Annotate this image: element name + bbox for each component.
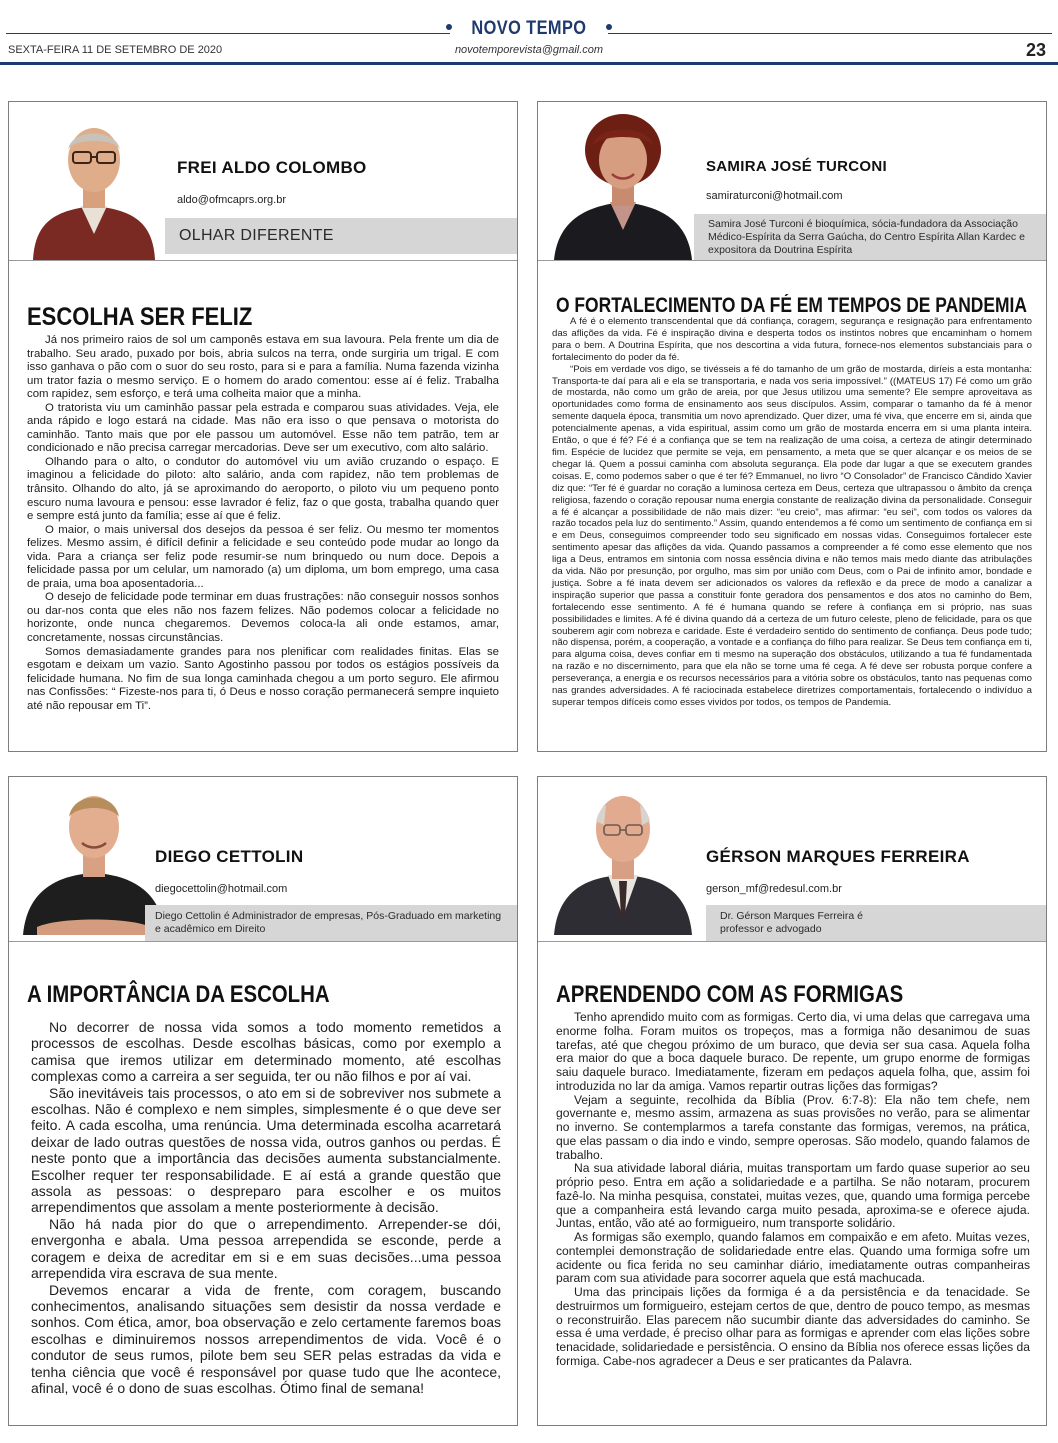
- author-bio: Dr. Gérson Marques Ferreira é professor e advogado: [720, 910, 863, 935]
- paragraph: O maior, o mais universal dos desejos da pessoa é ser feliz. Ou mesmo ter momentos felizes. Mesmo assim, é difícil definir a felicidade e seu conteúdo pode mudar ao longo da vida. Para a criança ser feliz pode resumir-se num brinquedo ou num doce. Depois a felicidade passa por um celular, um namorado (a) um diploma, um bom emprego, uma casa de praia, uma boa aposentadoria...: [27, 523, 499, 590]
- author-header-rule: [9, 102, 517, 261]
- author-header: [538, 102, 1046, 266]
- paragraph: “Pois em verdade vos digo, se tivésseis a fé do tamanho de um grão de mostarda, diríeis a esta montanha: Transporta-te daí para ali e ela se transportaria, e nada vos seria impossível.” ((MATEUS 17) Fé como um grão de mostarda, não como um grão de areia, por que Jesus utilizou uma semente? Ele sempre aproveitava as oportunidades como forma de ensinamento aos seus discípulos. Assim, comparar o tamanho da fé à menor semente daquela época, transmitia um novo aprendizado. Quer dizer, uma fé viva, que encerre em si, ainda que potencialmente apenas, a vida espiritual, assim como um grão de mostarda encerra em si uma planta inteira. Então, o que é fé? Fé é a confiança que se tem na realização de uma coisa, a certeza de atingir determinado fim. Espécie de lucidez que permite se veja, em pensamento, a meta que se quer alcançar e os meios de se chegar lá. Quem a possui caminha com absoluta segurança. Ela pode dar lugar a que se executem grandes coisas. E, como podemos saber o que é ter fé? Emmanuel, no livro “O Consolador” de Francisco Cândido Xavier diz que: “Ter fé é guardar no coração a luminosa certeza em Deus, certeza que ultrapassou o âmbito da crença religiosa, fazendo o coração repousar numa energia constante de realização divina da personalidade. Conseguir a fé é alcançar a possibilidade de não mais dizer: “eu creio”, mas afirmar: “eu sei”, com todos os valores da razão tocados pela luz do sentimento.” Assim, quando entendemos a fé como um sentimento de confiança em si e em Deus, conseguimos compreender todo seu significado em nossas vidas. Conseguimos fortalecer este sentimento apesar das aflições da vida. Quando passamos a compreender a fé como esse elemento que nos liga a Deus, entramos em sintonia com nossa essência divina e não temos mais medo diante das atribulações da vida. Não por presunção, por orgulho, mas sim por união com Deus, com o Pai de infinito amor, bondade e justiça. Sobre a fé inata devem ser adicionados os valores da reflexão e da prece de modo a canalizar a inspiração superior que passa a constituir fonte geradora dos pensamentos e dos atos no caminho do Bem, fortalecendo esse sentimento. A fé é humana quando se refere à confiança em si próprio, nas suas possibilidades e limites. A fé é divina quando dá a certeza de um futuro celeste, pleno de felicidade, para os que souberem agir com nobreza e caridade. Este é verdadeiro sentido do sentimento de confiança. Deus pode tudo; não dispensa, porém, a cooperação, a vontade e a confiança do filho para realizar. Se Deus tem confiança em ti, para alguma coisa, deves confiar em ti mesmo na superação dos obstáculos, utilizando a tua fé fundamentada na razão e no discernimento, para que ela não se torne uma fé cega. A fé deve ser robusta porque confere a perseverança, a energia e os recursos necessários para a vitória sobre os obstáculos, tanto nas pequenas como nas grandes adversidades. A fé raciocinada estabelece diretrizes comportamentais, fortalecendo o indivíduo a superar tempos difíceis como esses vividos por todos, os tempos de Pandemia.: [552, 363, 1032, 708]
- article-body: [552, 316, 1032, 709]
- author-name: GÉRSON MARQUES FERREIRA: [706, 847, 970, 866]
- paragraph: No decorrer de nossa vida somos a todo momento remetidos a processos de escolhas. Desde escolhas básicas, como por exemplo a camisa que iremos utilizar em determinado momento, até escolhas complexas como a carreira a ser seguida, ter ou não filhos e por aí vai.: [31, 1019, 501, 1085]
- article-headline: ESCOLHA SER FELIZ: [27, 302, 253, 331]
- author-bio: Samira José Turconi é bioquímica, sócia-fundadora da Associação Médico-Espírita da Serra Gaúcha, do Centro Espírita Allan Kardec e expositora da Doutrina Espírita: [708, 217, 1025, 256]
- author-name: SAMIRA JOSÉ TURCONI: [706, 158, 887, 175]
- section-title: OLHAR DIFERENTE: [179, 227, 334, 244]
- author-header: [9, 777, 517, 941]
- author-header-rule: [538, 777, 1046, 942]
- author-email[interactable]: samiraturconi@hotmail.com: [706, 190, 843, 202]
- column-gerson: [537, 776, 1047, 1426]
- column-frei-aldo: [8, 101, 518, 752]
- article-headline: A IMPORTÂNCIA DA ESCOLHA: [27, 981, 330, 1009]
- issue-date: SEXTA-FEIRA 11 DE SETEMBRO DE 2020: [8, 44, 223, 56]
- brand-name: NOVO TEMPO: [471, 18, 587, 39]
- paragraph: A fé é o elemento transcendental que dá confiança, coragem, segurança e resignação para enfrentamento das aflições da vida. Fé é inspiração divina e desperta todos os instintos nobres que encaminham o homem para o bem. A Doutrina Espírita, que nos descortina a vida futura, fornece-nos elementos substanciais para o fortalecimento do poder da fé.: [552, 316, 1032, 363]
- page-number: 23: [1025, 40, 1046, 60]
- paragraph: Somos demasiadamente grandes para nos plenificar com realidades finitas. Elas se esgotam e deixam um vazio. Santo Agostinho passou por todos os estágios possíveis da felicidade humana. No fim de sua longa caminhada chegou a um porto seguro. Ele afirmou nas Confissões: “ Fizeste-nos para ti, ó Deus e nosso coração permanecerá sempre inquieto até não repousar em Ti”.: [27, 645, 499, 712]
- author-header-rule: [538, 102, 1046, 261]
- brand-dot-left: [446, 24, 452, 30]
- brand-dot-right: [606, 24, 612, 30]
- author-header: [9, 102, 517, 266]
- paragraph: Já nos primeiro raios de sol um camponês estava em sua lavoura. Pela frente um dia de trabalho. Seu arado, puxado por bois, abria sulcos na terra, onde surgiria um trigal. E com isso ganhava o pão com o suor do seu rosto, para si e para a família. Numa fazenda vizinha um trator fazia o mesmo serviço. E o homem do arado comentou: esse aí é feliz. Trabalha com rapidez, sem esforço, e terá uma colheita maior que a minha.: [27, 334, 499, 401]
- paragraph: Tenho aprendido muito com as formigas. Certo dia, vi uma delas que carregava uma enorme folha. Foram muitos os tropeços, mas a formiga não desanimou de suas tarefas, até que chegou próximo de um buraco, que devia ser sua casa. Aquela folha era maior do que a boca daquele buraco. De repente, um grupo enorme de formigas saiu daquele buraco. Imediatamente, fizeram em pedaços aquela folha, que, assim foi introduzida no lar da amiga. Vamos repartir outras lições das formigas?: [556, 1010, 1030, 1093]
- article-headline: O FORTALECIMENTO DA FÉ EM TEMPOS DE PANDEMIA: [556, 294, 1027, 318]
- paragraph: Vejam a seguinte, recolhida da Bíblia (Prov. 6:7-8): Ela não tem chefe, nem governante e, mesmo assim, armazena as suas provisões no verão, para se alimentar no inverno. Se contemplarmos a tarefa constante das formigas, veremos, na prática, que elas passam o dia indo e vindo, sempre operosas. São modelo, quando falamos de trabalho.: [556, 1092, 1030, 1162]
- article-body: [556, 1011, 1030, 1369]
- paragraph: Devemos encarar a vida de frente, com coragem, buscando conhecimentos, analisando situações sem desistir da nossa verdade e sonhos. Com ética, amor, boa observação e zelo certamente faremos boas escolhas e diminuiremos nossos arrependimentos de vida. Você é o condutor de seus rumos, pilote bem seu SER pelas estradas da vida e tenha ciência que você é responsável por quase tudo que lhe acontece, afinal, você é o dono de suas escolhas. Ótimo final de semana!: [31, 1281, 501, 1396]
- paragraph: O desejo de felicidade pode terminar em duas frustrações: não conseguir nossos sonhos ou dar-nos conta que eles não nos fazem felizes. Não podemos colocar a felicidade no horizonte, onde nunca chegaremos. Devemos coloca-la ali onde estamos, amar, concretamente, nossas circunstâncias.: [27, 591, 499, 645]
- column-diego: [8, 776, 518, 1426]
- paragraph: Uma das principais lições da formiga é a da persistência e da tenacidade. Se destruirmos um formigueiro, estejam certos de que, dentro de pouco tempo, as mesmas o reconstruirão. Elas parecem não sucumbir diante das adversidades do caminho. Se essa é uma verdade, é preciso olhar para as formigas e aprender com elas lições sobre tenacidade, solidariedade e persistência. O ensino da Bíblia nos oferece essas lições da formiga. Cabe-nos agradecer a Deus e ser praticantes da Palavra.: [556, 1285, 1030, 1368]
- author-name: DIEGO CETTOLIN: [155, 847, 304, 866]
- author-email[interactable]: gerson_mf@redesul.com.br: [706, 883, 842, 895]
- article-body: [31, 1019, 501, 1396]
- paragraph: Não há nada pior do que o arrependimento. Arrepender-se dói, envergonha e abala. Uma pessoa arrependida se esconde, perde a coragem e deixa de acreditar em si e em suas decisões...uma pessoa arrependida vira escrava de sua mente.: [31, 1215, 501, 1282]
- page-header: [0, 0, 1058, 66]
- paragraph: Olhando para o alto, o condutor do automóvel viu um avião cruzando o espaço. E imaginou a felicidade do piloto: alto salário, anda com rapidez, não tem problemas de trânsito. Olhando do alto, já se aproximando do aeroporto, o piloto viu um pequeno ponto escuro numa lavoura e pensou: esse lavrador é feliz, faz o que gosta, trabalha quando quer e sempre está junto da família; esse aí que é feliz.: [27, 455, 499, 523]
- article-body: [27, 334, 499, 713]
- paragraph: As formigas são exemplo, quando falamos em compaixão e em afeto. Muitas vezes, contemplei demonstração de solidariedade entre elas. Quando uma formiga sofre um acidente ou fica ferida no seu caminhar diário, imediatamente outras companheiras param com sua atividade para socorrer aquela que está machucada.: [556, 1230, 1030, 1286]
- author-email[interactable]: diegocettolin@hotmail.com: [155, 883, 288, 895]
- author-email[interactable]: aldo@ofmcaprs.org.br: [177, 194, 286, 206]
- author-bio: Diego Cettolin é Administrador de empresas, Pós-Graduado em marketing e acadêmico em Direito: [155, 910, 502, 935]
- header-bar: [0, 62, 1058, 65]
- author-header: [538, 777, 1046, 941]
- brand-block: [0, 18, 1058, 40]
- author-header-rule: [9, 777, 517, 942]
- paragraph: O tratorista viu um caminhão passar pela estrada e comparou suas atividades. Veja, ele anda rápido e logo estará na cidade. Mas não era isso o que pensava o motorista do caminhão. Tanto mais que por ele passou um automóvel. Esse não tem patrão, tem ar condicionado e não precisa carregar mercadorias. Deve ser um executivo, com alto salário.: [27, 401, 499, 455]
- publication-email[interactable]: novotemporevista@gmail.com: [454, 44, 604, 56]
- author-name: FREI ALDO COLOMBO: [177, 158, 367, 177]
- paragraph: Na sua atividade laboral diária, muitas transportam um fardo quase superior ao seu próprio peso. Entra em ação a solidariedade e a partilha. Se não notaram, procurem fazê-lo. Na minha pesquisa, constatei, muitas vezes, que, quando uma formiga percebe que a companheira está levando carga muito pesada, aproxima-se e oferece ajuda. Juntas, então, vão até ao formigueiro, num transporte solidário.: [556, 1161, 1030, 1231]
- paragraph: São inevitáveis tais processos, o ato em si de sobreviver nos submete a escolhas. Não é complexo e nem simples, simplesmente é o que deve ser feito. A cada escolha, uma renúncia. Uma determinada escolha acarretará deixar de lado outras questões de nossa vida, outros ganhos ou perdas. É neste ponto que a importância das decisões aumenta substancialmente. Escolher requer ter responsabilidade. E aí está a grande questão que assola as pessoas: o despreparo para escolher e os muitos arrependimentos que assolam a mente posteriormente à decisão.: [31, 1084, 501, 1216]
- article-headline: APRENDENDO COM AS FORMIGAS: [556, 981, 904, 1009]
- column-samira: [537, 101, 1047, 752]
